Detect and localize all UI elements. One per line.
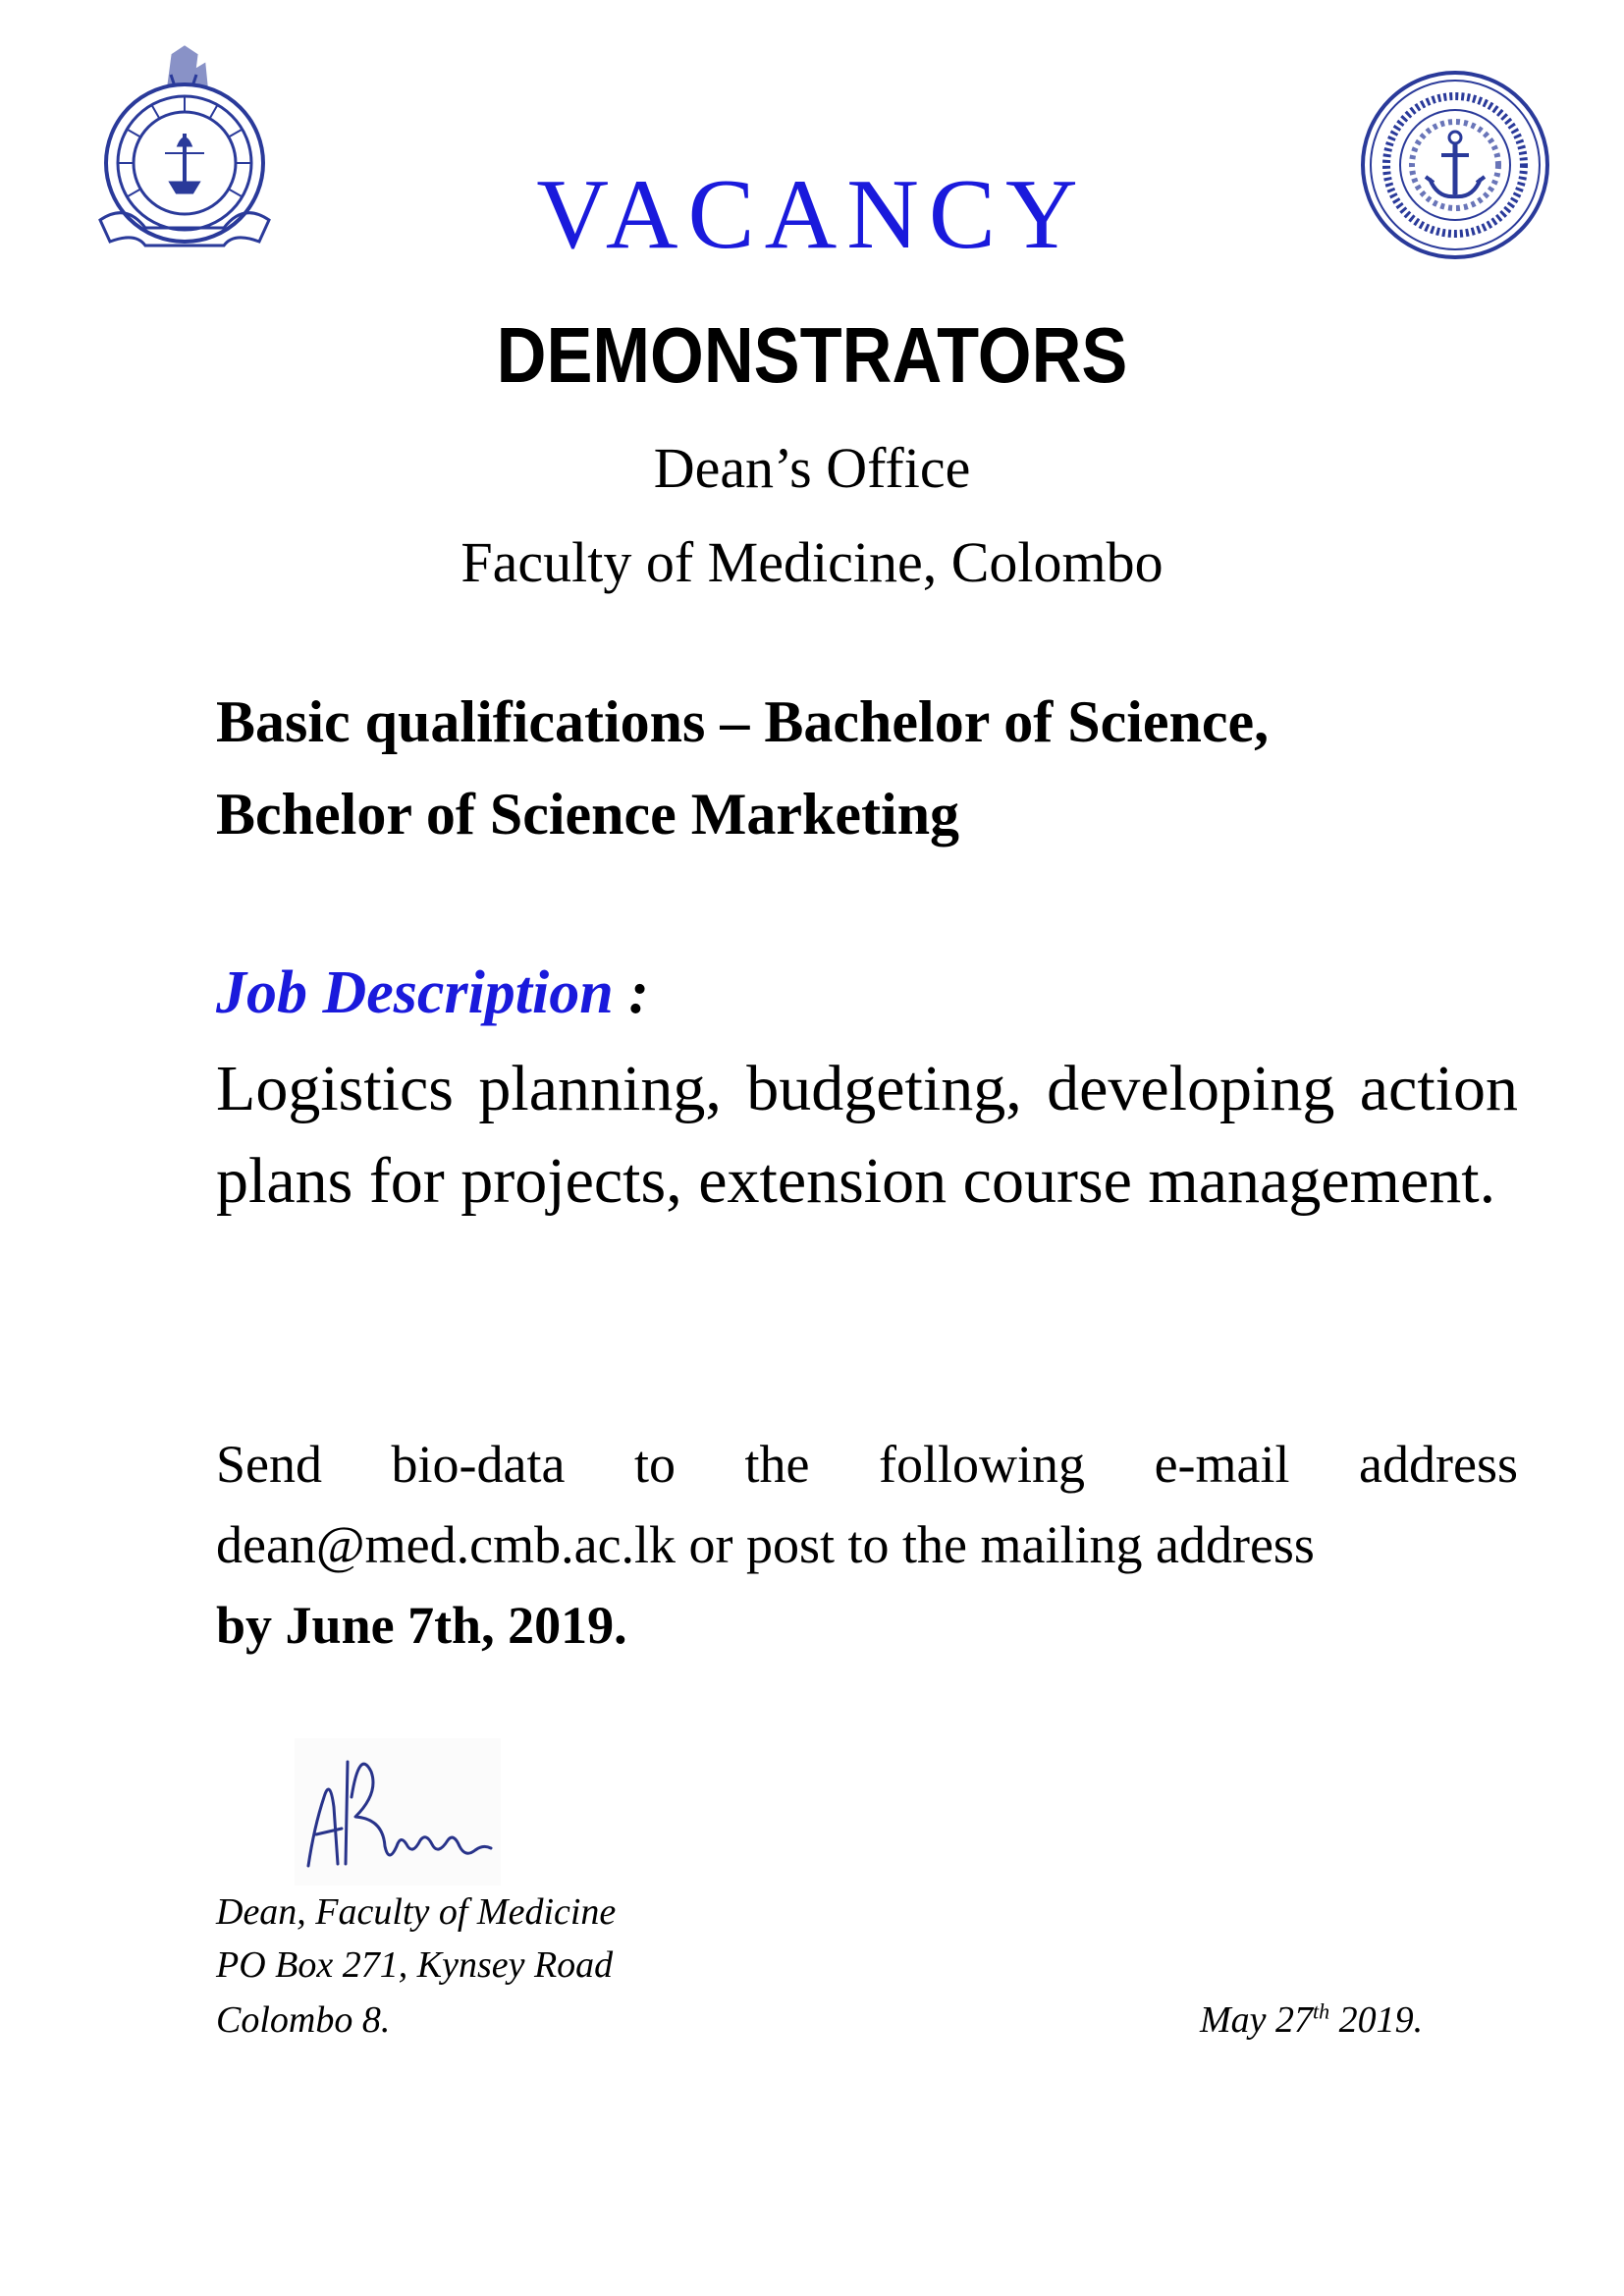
- job-description-text: Logistics planning, budgeting, developing action plans for projects, extension course management.: [216, 1053, 1518, 1217]
- qualifications-line-2: Bchelor of Science Marketing: [216, 782, 960, 847]
- application-instruction: Send bio-data to the following e-mail address dean@med.cmb.ac.lk or post to the mailing address: [216, 1435, 1518, 1574]
- faculty-name: Faculty of Medicine, Colombo: [460, 530, 1164, 594]
- address-line-3: Colombo 8.: [216, 1999, 391, 2041]
- job-description-colon: :: [613, 959, 649, 1026]
- qualifications-line-1: Basic qualifications – Bachelor of Science,: [216, 689, 1270, 754]
- date-year: 2019.: [1329, 1999, 1424, 2041]
- signature-image: [295, 1738, 501, 1886]
- job-description-heading: [216, 959, 1518, 1026]
- address-line-2: PO Box 271, Kynsey Road: [216, 1944, 614, 1986]
- application-deadline: by June 7th, 2019.: [216, 1596, 627, 1655]
- document-date: [1200, 1998, 1424, 2041]
- office-name: Dean’s Office: [653, 436, 971, 500]
- qualifications: [216, 676, 1518, 860]
- address-line-1: Dean, Faculty of Medicine: [216, 1891, 617, 1933]
- job-description-label: Job Description: [216, 959, 614, 1026]
- date-day: May 27: [1200, 1999, 1314, 2041]
- position-title: DEMONSTRATORS: [496, 311, 1128, 399]
- vacancy-title: VACANCY: [536, 159, 1088, 270]
- date-suffix: th: [1313, 1998, 1330, 2024]
